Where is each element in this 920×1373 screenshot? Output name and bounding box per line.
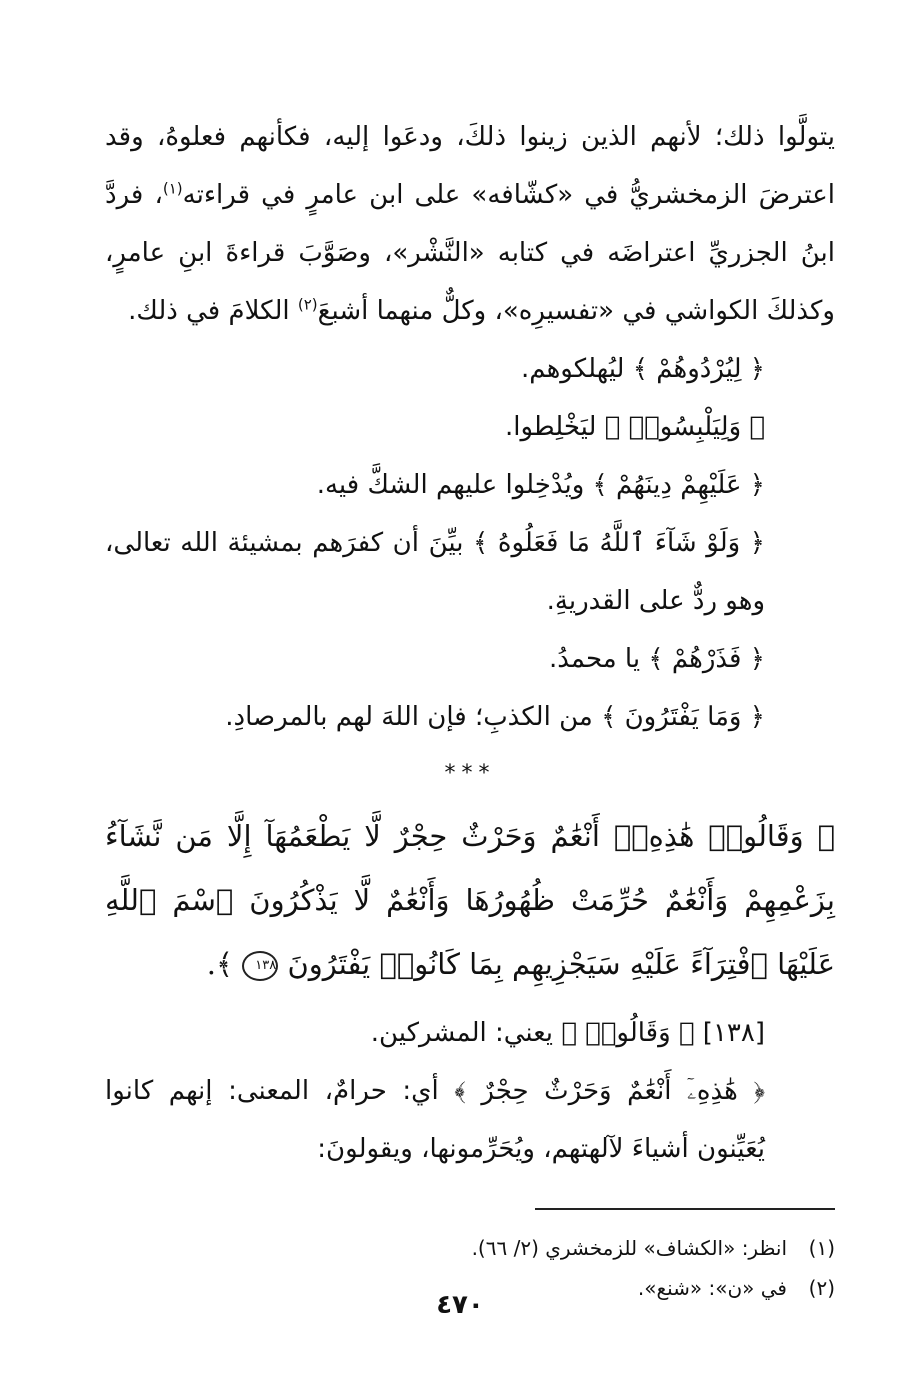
- quran-word: ﴿ عَلَيْهِمْ دِينَهُمْ ﴾: [592, 470, 765, 500]
- quran-word: ﴿ وَلِيَلْبِسُوا۟ ﴾: [604, 412, 765, 442]
- gloss-line-2: [105, 398, 835, 456]
- quran-word: ﴿ هَٰذِهِۦٓ أَنْعَٰمٌ وَحَرْثٌ حِجْرٌ ﴾: [454, 1076, 765, 1106]
- footnote-text: انظر: «الكشاف» للزمخشري (٢/ ٦٦).: [471, 1236, 787, 1260]
- quran-verse-138: [105, 804, 835, 996]
- gloss-line-3: [105, 456, 835, 514]
- footnote-text: في «ن»: «شنع».: [637, 1276, 787, 1300]
- gloss-text: ليُهلكوهم.: [521, 354, 633, 384]
- intro-text-2: ، فردَّ ابنُ الجزريِّ اعتراضَه في كتابه «النَّشْر»، وصَوَّبَ قراءةَ ابنِ عامرٍ، وكذلكَ الكواشي في «تفسيرِه»، وكلٌّ منهما أشبعَ: [105, 180, 835, 326]
- gloss-line-6: [105, 688, 835, 746]
- footnote-1: [105, 1228, 835, 1268]
- footnote-divider: [535, 1208, 835, 1210]
- page-number: ٤٧٠: [436, 1290, 484, 1320]
- verse-text: ﴿ وَقَالُوا۟ هَٰذِهِۦٓ أَنْعَٰمٌ وَحَرْثٌ حِجْرٌ لَّا يَطْعَمُهَآ إِلَّا مَن نَّشَآءُ بِزَعْمِهِمْ وَأَنْعَٰمٌ حُرِّمَتْ ظُهُورُهَا وَأَنْعَٰمٌ لَّا يَذْكُرُونَ ٱسْمَ ٱللَّهِ عَلَيْهَا ٱفْتِرَآءً عَلَيْهِ سَيَجْزِيهِم بِمَا كَانُوا۟ يَفْتَرُونَ: [105, 819, 835, 981]
- footnote-number: (١): [808, 1236, 835, 1260]
- quran-word: ﴿ وَلَوْ شَآءَ ٱللَّهُ مَا فَعَلُوهُ ﴾: [473, 528, 765, 558]
- gloss-line-5: [105, 630, 835, 688]
- footnote-ref-1[interactable]: (١): [162, 179, 183, 198]
- quran-word: ﴿ وَقَالُوا۟ ﴾: [561, 1018, 695, 1048]
- page-body: [105, 108, 835, 1308]
- verse-number-label: [١٣٨]: [694, 1018, 765, 1048]
- footnote-ref-2[interactable]: (٢): [297, 295, 318, 314]
- gloss-text: ليَخْلِطوا.: [504, 412, 605, 442]
- intro-text-1: يتولَّوا ذلك؛ لأنهم الذين زينوا ذلكَ، ودعَوا إليه، فكأنهم فعلوهُ، وقد اعترضَ الزمخشريُّ في «كشّافه» على ابن عامرٍ في قراءته: [105, 122, 835, 210]
- gloss-text: من الكذبِ؛ فإن اللهَ لهم بالمرصادِ.: [225, 702, 602, 732]
- commentary-line-2: [105, 1062, 835, 1178]
- gloss-text: أي: حرامٌ، المعنى: إنهم كانوا يُعَيِّنون أشياءَ لآلهتهم، ويُحَرِّمونها، ويقولونَ:: [105, 1076, 765, 1164]
- gloss-text: بيِّنَ أن كفرَهم بمشيئة الله تعالى، وهو ردٌّ على القدريةِ.: [105, 528, 765, 616]
- gloss-line-1: [105, 340, 835, 398]
- gloss-text: يعني: المشركين.: [370, 1018, 562, 1048]
- gloss-line-4: [105, 514, 835, 630]
- quran-word: ﴿ فَذَرْهُمْ ﴾: [648, 644, 765, 674]
- quran-word: ﴿ وَمَا يَفْتَرُونَ ﴾: [601, 702, 765, 732]
- footnote-number: (٢): [808, 1276, 835, 1300]
- commentary-line-1: [105, 1004, 835, 1062]
- section-separator: ***: [444, 761, 496, 786]
- paragraph-intro: [105, 108, 835, 340]
- ayah-number-marker: ١٣٨: [242, 951, 278, 981]
- quran-word: ﴿ لِيُرْدُوهُمْ ﴾: [632, 354, 765, 384]
- intro-text-3: الكلامَ في ذلك.: [128, 296, 298, 326]
- gloss-text: ويُدْخِلوا عليهم الشكَّ فيه.: [316, 470, 593, 500]
- verse-end: ﴾.: [206, 947, 243, 981]
- gloss-text: يا محمدُ.: [549, 644, 649, 674]
